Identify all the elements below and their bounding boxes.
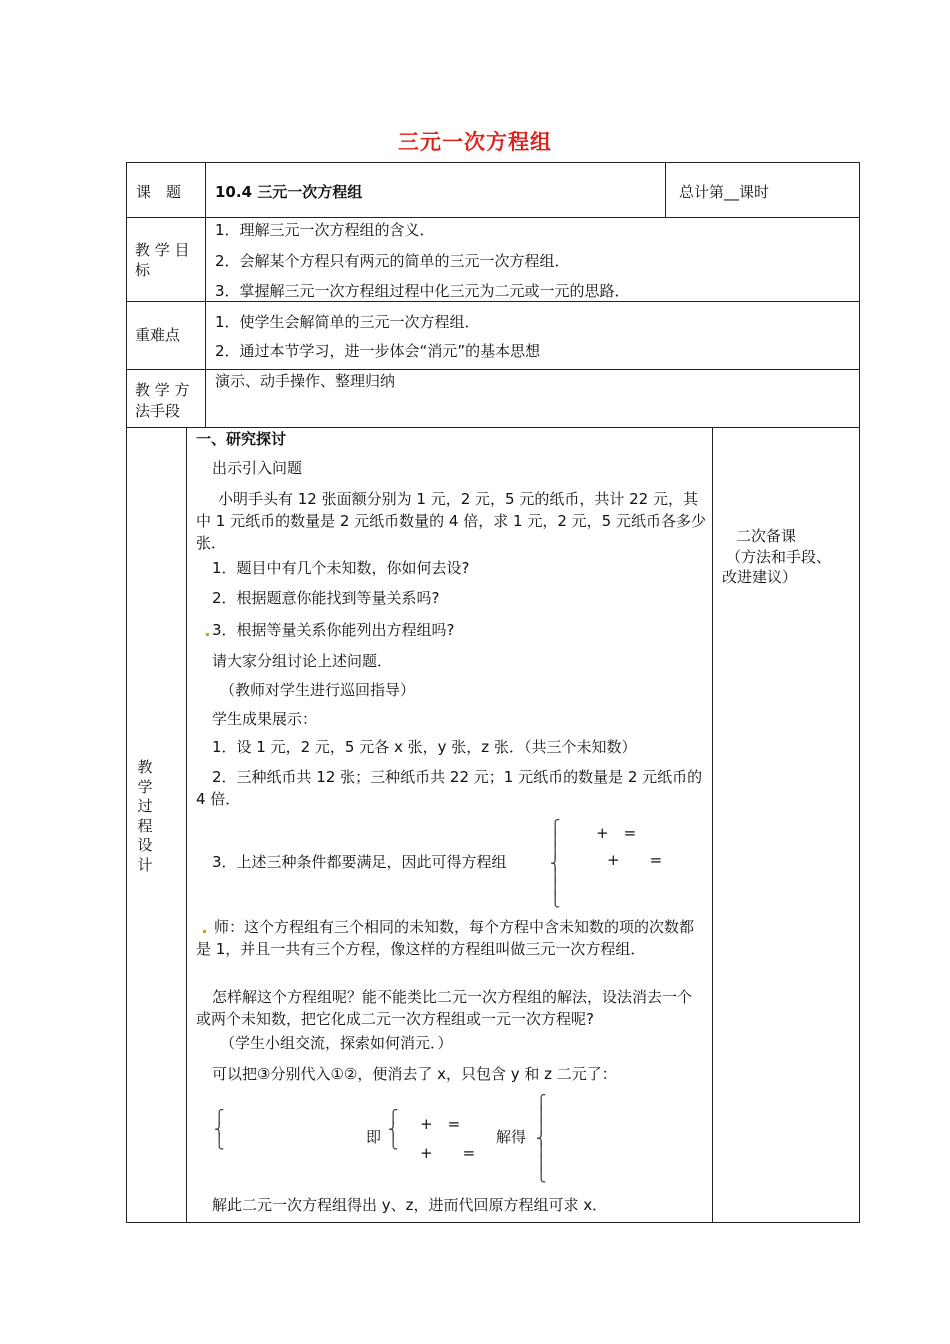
process-label-char: 设: [137, 836, 153, 854]
goals-label-line1: 教 学 目: [135, 241, 190, 259]
problem-text: 小明手头有 12 张面额分别为 1 元，2 元，5 元的纸币，共计 22 元，其中 1 元纸币的数量是 2 元纸币数量的 4 倍，求 1 元，2 元，5 元纸币各多少张．: [196, 490, 706, 552]
process-label-char: 程: [137, 816, 153, 835]
goals-label-line2: 标: [135, 261, 151, 279]
hours-column-divider: [665, 162, 666, 218]
process-label: [135, 758, 155, 875]
equation-row: + =: [607, 851, 663, 869]
goal-item: 2．会解某个方程只有两元的简单的三元一次方程组．: [215, 252, 570, 270]
process-label-char: 教: [137, 758, 153, 776]
substitution-brace: ⎧ ⎨ ⎩: [214, 1110, 225, 1150]
discuss-text: 请大家分组讨论上述问题．: [212, 652, 393, 670]
result-item: 3．上述三种条件都要满足，因此可得方程组: [212, 853, 507, 871]
row-divider: [126, 301, 860, 302]
result-item: 2．三种纸币共 12 张；三种纸币共 22 元；1 元纸币的数量是 2 元纸币的 4 倍．: [196, 768, 703, 808]
reduced-equation: + =: [420, 1144, 476, 1162]
methods-label-line1: 教 学 方: [135, 381, 190, 399]
equation-row: + =: [596, 824, 637, 842]
notes-hint: 改进建议）: [722, 568, 798, 586]
substitute-text: 可以把③分别代入①②，便消去了 x，只包含 y 和 z 二元了：: [212, 1065, 617, 1083]
methods-label-line2: 法手段: [135, 402, 181, 420]
row-divider: [126, 369, 860, 370]
keypoints-label: 重难点: [135, 326, 181, 344]
jiede-label: 解得: [496, 1128, 527, 1146]
question-item: 3．根据等量关系你能列出方程组吗?: [212, 621, 455, 639]
lesson-plan-table: [126, 162, 860, 1223]
solution-brace: ⎧ ⎪ ⎪ ⎨ ⎪ ⎪ ⎩: [536, 1095, 547, 1183]
hours-label: 总计第__课时: [679, 183, 770, 201]
table-border-bottom: [126, 1222, 860, 1223]
label-column-divider: [205, 162, 206, 428]
goal-item: 3．掌握解三元一次方程组过程中化三元为二元或一元的思路．: [215, 282, 630, 300]
reduced-equation: + =: [420, 1115, 461, 1133]
process-label-divider: [186, 427, 187, 1223]
notes-title: 二次备课: [736, 527, 797, 545]
teacher-text: 师：这个方程组有三个相同的未知数，每个方程中含未知数的项的次数都是 1，并且一共有三个方程，像这样的方程组叫做三元一次方程组．: [196, 918, 695, 958]
keypoint-item: 1．使学生会解简单的三元一次方程组．: [215, 313, 480, 331]
topic-value: 10.4 三元一次方程组: [215, 183, 363, 201]
goal-item: 1．理解三元一次方程组的含义．: [215, 221, 435, 239]
stray-dot: [206, 633, 209, 636]
table-border-top: [126, 162, 860, 163]
process-label-char: 学: [137, 777, 153, 796]
result-item: 1．设 1 元，2 元，5 元各 x 张，y 张，z 张．（共三个未知数）: [212, 738, 637, 756]
process-label-char: 过: [137, 797, 153, 815]
ji-label: 即: [366, 1128, 382, 1146]
row-divider: [126, 427, 860, 428]
group-text: （学生小组交流，探索如何消元．）: [220, 1034, 453, 1052]
table-border-right: [859, 162, 860, 1223]
question-item: 2．根据题意你能找到等量关系吗?: [212, 589, 440, 607]
equation-brace: ⎧ ⎪ ⎪ ⎨ ⎪ ⎪ ⎩: [550, 820, 561, 908]
methods-text: 演示、动手操作、整理归纳: [215, 372, 396, 390]
guide-text: （教师对学生进行巡回指导）: [220, 681, 416, 699]
row-divider: [126, 217, 860, 218]
notes-hint: （方法和手段、: [726, 548, 832, 566]
table-border-left: [126, 162, 127, 1223]
notes-column-divider: [712, 427, 713, 1223]
results-title: 学生成果展示：: [212, 710, 318, 728]
keypoint-item: 2．通过本节学习，进一步体会“消元”的基本思想: [215, 342, 541, 360]
process-label-char: 计: [137, 855, 153, 874]
how-text: 怎样解这个方程组呢？能不能类比二元一次方程组的解法，设法消去一个或两个未知数，把它化成二元一次方程组或一元一次方程呢?: [196, 988, 693, 1028]
topic-label: 课 题: [136, 183, 182, 201]
question-item: 1．题目中有几个未知数，你如何去设?: [212, 559, 470, 577]
page-title: 三元一次方程组: [398, 130, 552, 154]
final-text: 解此二元一次方程组得出 y、z，进而代回原方程组可求 x．: [212, 1196, 608, 1214]
reduced-system-brace: ⎧ ⎨ ⎩: [388, 1110, 399, 1150]
section-title: 一、研究探讨: [196, 430, 287, 448]
intro-text: 出示引入问题: [212, 459, 303, 477]
